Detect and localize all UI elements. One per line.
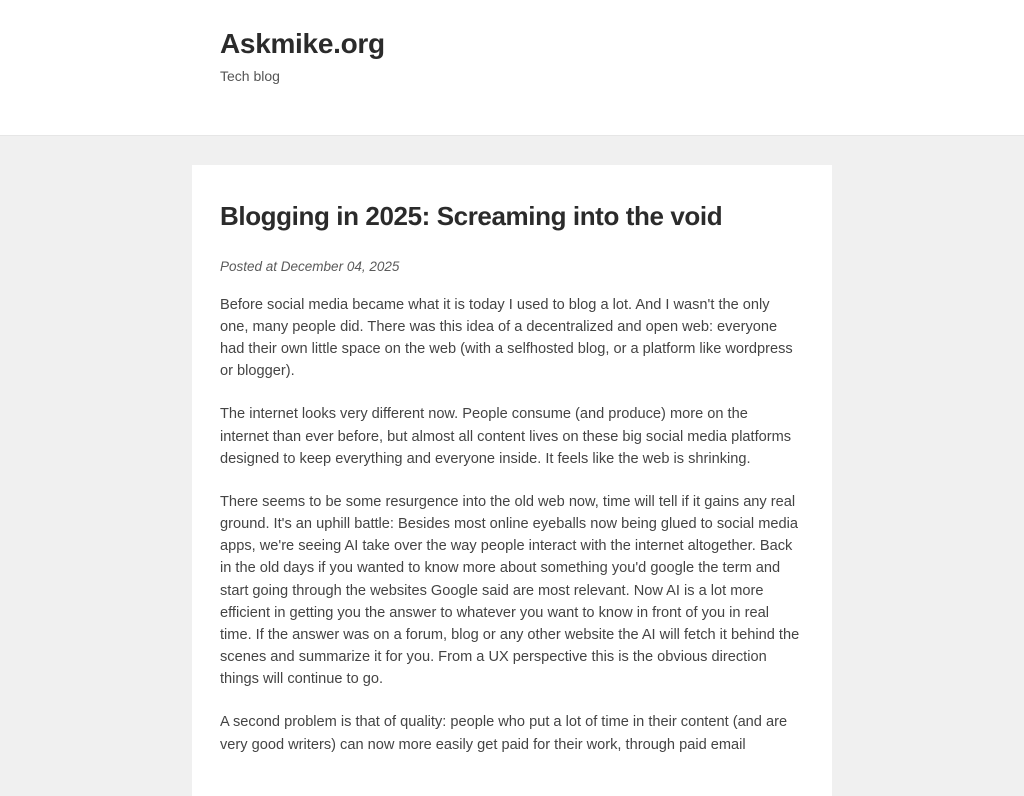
article-paragraph: Before social media became what it is today I used to blog a lot. And I wasn't the only one, many people did. There was this idea of a decentralized and open web: everyone had their own little space on the web (with a selfhosted blog, or a platform like wordpress or blogger). xyxy=(220,296,793,380)
article-body xyxy=(220,294,800,756)
article-date: Posted at December 04, 2025 xyxy=(220,259,400,275)
page-body xyxy=(0,136,1024,796)
article-paragraph: The internet looks very different now. People consume (and produce) more on the internet than ever before, but almost all content lives on these big social media platforms designed to keep everything and everyone inside. It feels like the web is shrinking. xyxy=(220,406,792,467)
article-paragraph: There seems to be some resurgence into the old web now, time will tell if it gains any real ground. It's an uphill battle: Besides most online eyeballs now being glued to social media apps, we're seeing AI take over the way people interact with the internet altogether. Back in the old days if you wanted to know more about something you'd google the term and start going through the websites Google said are most relevant. Now AI is a lot more efficient in getting you the answer to whatever you want to know in front of you in real time. If the answer was on a forum, blog or any other website the AI will fetch it behind the scenes and summarize it for you. From a UX perspective this is the obvious direction things will continue to go. xyxy=(220,493,800,688)
article-title: Blogging in 2025: Screaming into the void xyxy=(220,201,723,231)
article-card xyxy=(192,165,832,796)
site-title[interactable]: Askmike.org xyxy=(220,28,385,59)
site-tagline: Tech blog xyxy=(220,68,280,84)
site-header xyxy=(0,0,1024,136)
article-paragraph: A second problem is that of quality: people who put a lot of time in their content (and are very good writers) can now more easily get paid for their work, through paid email xyxy=(220,714,788,753)
